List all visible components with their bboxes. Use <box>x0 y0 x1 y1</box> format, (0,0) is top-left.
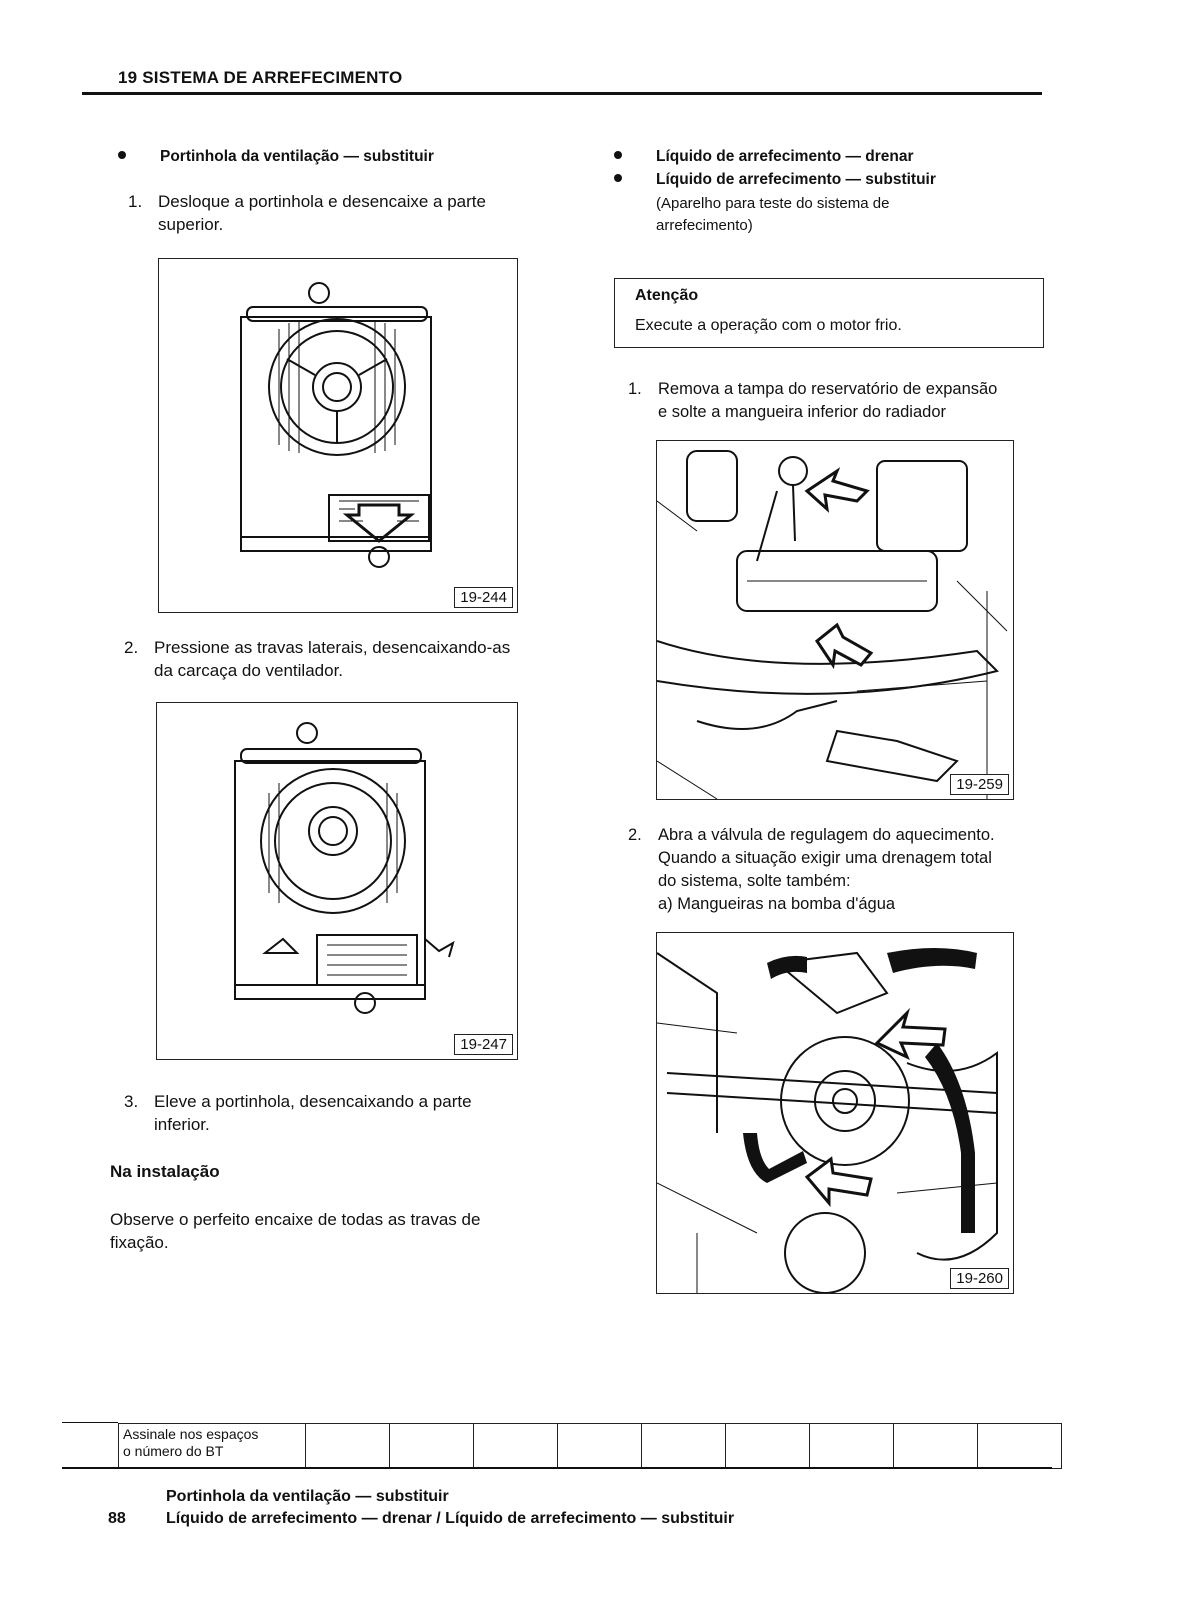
step-text: Quando a situação exigir uma drenagem total <box>658 849 992 867</box>
right-bullet-2 <box>614 171 936 189</box>
bt-number-box[interactable] <box>978 1424 1062 1469</box>
water-pump-drawing <box>657 933 1013 1293</box>
bt-number-box[interactable] <box>810 1424 894 1469</box>
step-number: 2. <box>124 638 139 657</box>
installation-text <box>110 1208 570 1254</box>
bullet-dot <box>118 151 126 159</box>
figure-fan-cover-2 <box>156 702 518 1060</box>
left-bullet-text: Portinhola da ventilação — substituir <box>160 148 434 165</box>
figure-label: 19-244 <box>454 587 513 608</box>
left-step-1 <box>128 190 558 236</box>
figure-label: 19-247 <box>454 1034 513 1055</box>
sub-text: (Aparelho para teste do sistema de <box>656 195 890 212</box>
bt-number-box[interactable] <box>306 1424 390 1469</box>
bullet-dot <box>614 151 622 159</box>
radiator-fan-drawing <box>159 259 517 612</box>
right-bullet-2-sub <box>656 193 889 237</box>
step-text: Remova a tampa do reservatório de expansão <box>658 380 998 398</box>
step-text: e solte a mangueira inferior do radiador <box>658 403 947 421</box>
step-number: 1. <box>628 380 642 398</box>
bt-label-line: Assinale nos espaços <box>123 1426 259 1442</box>
attention-text: Execute a operação com o motor frio. <box>635 317 902 334</box>
installation-text-line: Observe o perfeito encaixe de todas as travas de <box>110 1210 481 1229</box>
footer-line-2: Líquido de arrefecimento — drenar / Líquido de arrefecimento — substituir <box>166 1510 735 1527</box>
bt-number-box[interactable] <box>474 1424 558 1469</box>
footer-rule <box>62 1467 1052 1469</box>
page-header-title: 19 SISTEMA DE ARREFECIMENTO <box>118 68 403 87</box>
figure-label: 19-260 <box>950 1268 1009 1289</box>
bt-number-box[interactable] <box>642 1424 726 1469</box>
bt-label-cell <box>119 1424 306 1469</box>
step-text: Pressione as travas laterais, desencaixando-as <box>154 638 511 657</box>
bt-number-box[interactable] <box>894 1424 978 1469</box>
figure-water-pump <box>656 932 1014 1294</box>
attention-title: Atenção <box>635 287 699 304</box>
step-text: da carcaça do ventilador. <box>154 661 344 680</box>
footer-line-1: Portinhola da ventilação — substituir <box>166 1488 449 1505</box>
left-bullet-heading <box>118 148 434 166</box>
step-text: inferior. <box>154 1115 210 1134</box>
step-text: superior. <box>158 215 224 234</box>
right-bullet-1 <box>614 148 914 166</box>
engine-bay-drawing <box>657 441 1013 799</box>
step-text: a) Mangueiras na bomba d'água <box>658 895 896 913</box>
installation-text-line: fixação. <box>110 1233 169 1252</box>
header-rule <box>82 92 1042 95</box>
attention-box <box>614 278 1044 348</box>
step-number: 2. <box>628 826 642 844</box>
step-number: 1. <box>128 192 143 211</box>
bt-label-line: o número do BT <box>123 1443 224 1459</box>
step-text: Abra a válvula de regulagem do aquecimento. <box>658 826 995 844</box>
right-step-2 <box>628 824 1068 916</box>
page-number: 88 <box>108 1510 126 1527</box>
figure-fan-cover-1 <box>158 258 518 613</box>
radiator-fan-drawing <box>157 703 517 1059</box>
bt-number-box[interactable] <box>558 1424 642 1469</box>
figure-engine-reservoir <box>656 440 1014 800</box>
bt-number-box[interactable] <box>390 1424 474 1469</box>
right-bullet-text: Líquido de arrefecimento — drenar <box>656 148 914 165</box>
step-text: Desloque a portinhola e desencaixe a parte <box>158 192 486 211</box>
step-number: 3. <box>124 1092 139 1111</box>
installation-heading: Na instalação <box>110 1162 220 1181</box>
right-bullet-text: Líquido de arrefecimento — substituir <box>656 171 936 188</box>
right-step-1 <box>628 378 1058 424</box>
footer-top-rule <box>62 1422 118 1423</box>
step-text: do sistema, solte também: <box>658 872 851 890</box>
sub-text: arrefecimento) <box>656 217 753 234</box>
bt-number-box[interactable] <box>726 1424 810 1469</box>
step-text: Eleve a portinhola, desencaixando a parte <box>154 1092 472 1111</box>
left-step-2 <box>124 636 564 682</box>
bullet-dot <box>614 174 622 182</box>
bt-number-table <box>118 1423 1062 1469</box>
figure-label: 19-259 <box>950 774 1009 795</box>
left-step-3 <box>124 1090 564 1136</box>
